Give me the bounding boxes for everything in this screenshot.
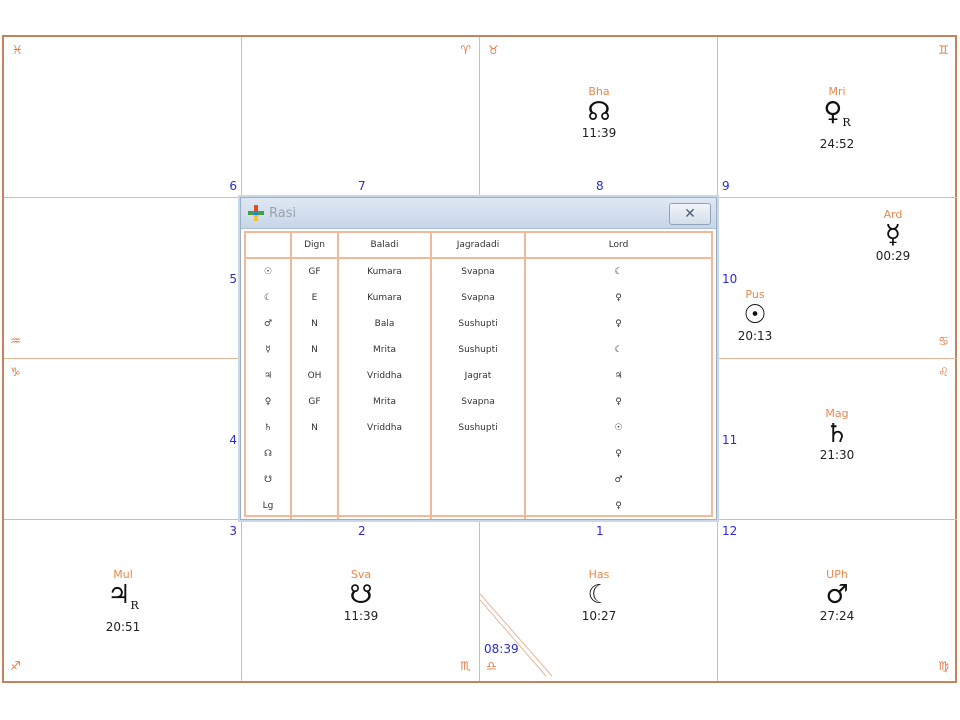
table-cell: Lg (262, 501, 274, 511)
nakshatra-label: Pus (745, 288, 765, 301)
planet-placement[interactable] (306, 568, 416, 623)
planet-glyph: $♃_R$ (107, 580, 139, 613)
table-cell: Sushupti (458, 345, 498, 355)
house-number: 7 (358, 179, 366, 193)
pisces-house (4, 37, 242, 198)
table-cell (339, 493, 430, 519)
table-cell: ♄ (263, 423, 273, 433)
table-cell: Svapna (461, 293, 495, 303)
table-cell (292, 493, 337, 519)
table-cell (292, 441, 337, 467)
column-planet (246, 258, 291, 519)
column-header[interactable]: Baladi (338, 233, 431, 258)
table-cell: ☿ (265, 345, 271, 355)
sign-glyph: ♍ (938, 659, 949, 673)
scorpio-house (242, 520, 480, 681)
planet-glyph: ☾ (587, 580, 611, 610)
table-cell: GF (308, 397, 321, 407)
planet-degree: 21:30 (819, 448, 855, 462)
table-cell: ☾ (614, 345, 623, 355)
planet-degree: 27:24 (819, 609, 855, 623)
lagna-marker-lines (480, 590, 570, 680)
house-number: 10 (722, 272, 738, 286)
table-cell: ☋ (264, 475, 272, 485)
sign-glyph: ♒ (10, 334, 21, 348)
table-cell: ☾ (614, 267, 623, 277)
table-cell: ♂ (263, 319, 273, 329)
planet-degree: 11:39 (343, 609, 379, 623)
planet-degree: 00:29 (875, 249, 911, 263)
retrograde-mark: R (842, 116, 851, 130)
table-cell: N (311, 319, 318, 329)
planet-degree: 24:52 (819, 137, 855, 152)
table-cell: ♀ (615, 501, 622, 511)
planet-placement[interactable] (782, 85, 892, 151)
nakshatra-label: UPh (826, 568, 848, 581)
table-cell: Svapna (461, 267, 495, 277)
column-header[interactable]: Lord (525, 233, 711, 258)
house-number: 2 (358, 524, 366, 538)
planet-placement[interactable] (782, 407, 892, 462)
column-lord (525, 258, 711, 519)
table-cell: Vriddha (366, 423, 402, 433)
planet-degree: 20:51 (105, 620, 141, 635)
table-cell: Bala (374, 319, 395, 329)
sign-glyph: ♉ (488, 43, 499, 57)
close-button[interactable] (669, 203, 711, 225)
table-cell (432, 493, 524, 519)
sign-glyph: ♓ (12, 43, 23, 57)
planet-glyph: ☊ (587, 97, 611, 127)
house-number: 5 (229, 272, 237, 286)
column-jagradadi (431, 258, 525, 519)
planet-glyph: ♄ (825, 419, 849, 449)
house-number: 3 (229, 524, 237, 538)
planet-degree: 10:27 (581, 609, 617, 623)
planet-placement[interactable] (782, 568, 892, 623)
sign-glyph: ♎ (486, 659, 497, 673)
table-cell: ♀ (615, 293, 622, 303)
table-cell: Mrita (372, 345, 396, 355)
rasi-dialog[interactable] (240, 197, 717, 520)
table-cell (292, 467, 337, 493)
table-cell: Sushupti (458, 319, 498, 329)
nakshatra-label: Mag (825, 407, 849, 420)
table-cell (432, 467, 524, 493)
house-number: 11 (722, 433, 738, 447)
house-number: 6 (229, 179, 237, 193)
table-cell: Mrita (372, 397, 396, 407)
close-icon: ✕ (684, 206, 696, 222)
virgo-house (718, 520, 957, 681)
leo-house (718, 359, 957, 520)
planet-degree: 11:39 (581, 126, 617, 140)
table-cell: ♃ (263, 371, 273, 381)
sign-glyph: ♋ (938, 334, 949, 348)
lagna-time: 08:39 (484, 642, 519, 656)
sagittarius-house (4, 520, 242, 681)
aries-house (242, 37, 480, 198)
aquarius-house (4, 198, 242, 359)
table-cell: ☊ (264, 449, 272, 459)
column-header[interactable]: Dign (291, 233, 338, 258)
column-dign (291, 258, 338, 519)
planet-glyph: $♀_R$ (823, 97, 851, 130)
column-baladi (338, 258, 431, 519)
house-number: 1 (596, 524, 604, 538)
table-cell: Kumara (367, 267, 402, 277)
table-cell: Jagrat (464, 371, 492, 381)
planet-glyph: ☋ (349, 580, 373, 610)
table-cell: E (311, 293, 318, 303)
column-header[interactable]: Jagradadi (431, 233, 525, 258)
sign-glyph: ♐ (10, 659, 21, 673)
table-cell: Vriddha (366, 371, 402, 381)
nakshatra-label: Sva (350, 568, 372, 581)
house-number: 9 (722, 179, 730, 193)
table-cell: Sushupti (458, 423, 498, 433)
taurus-house (480, 37, 718, 198)
sign-glyph: ♑ (10, 365, 21, 379)
planet-glyph: ☉ (743, 300, 767, 330)
table-cell: Kumara (367, 293, 402, 303)
house-number: 12 (722, 524, 738, 538)
rasi-table (244, 231, 713, 517)
nakshatra-label: Bha (588, 85, 610, 98)
table-cell: ♀ (615, 449, 622, 459)
table-cell: N (311, 345, 318, 355)
house-number: 8 (596, 179, 604, 193)
nakshatra-label: Has (588, 568, 610, 581)
sign-glyph: ♈ (460, 43, 471, 57)
planet-placement[interactable] (544, 85, 654, 140)
planet-degree: 20:13 (737, 329, 773, 343)
table-header-row (246, 233, 711, 258)
dialog-title: Rasi (269, 206, 297, 221)
nakshatra-label: Mul (113, 568, 133, 581)
table-cell: ☾ (263, 293, 273, 303)
sign-glyph: ♌ (938, 365, 949, 379)
table-cell: OH (307, 371, 322, 381)
planet-placement[interactable] (838, 208, 948, 263)
column-header[interactable] (246, 233, 291, 258)
table-cell: ♂ (614, 475, 623, 485)
libra-house (480, 520, 718, 681)
cancer-house (718, 198, 957, 359)
table-cell: Svapna (461, 397, 495, 407)
table-cell: N (311, 423, 318, 433)
house-number: 4 (229, 433, 237, 447)
table-cell: GF (308, 267, 321, 277)
planet-placement[interactable] (68, 568, 178, 634)
sign-glyph: ♊ (938, 43, 949, 57)
gemini-house (718, 37, 957, 198)
table-cell: ☉ (263, 267, 273, 277)
table-cell (339, 467, 430, 493)
dialog-titlebar[interactable] (241, 198, 716, 229)
table-cell: ♀ (615, 397, 622, 407)
retrograde-mark: R (130, 599, 139, 613)
table-body (246, 258, 711, 519)
nakshatra-label: Ard (883, 208, 903, 221)
table-cell: ♃ (614, 371, 623, 381)
table-cell: ♀ (615, 319, 622, 329)
nakshatra-label: Mri (828, 85, 846, 98)
sign-glyph: ♏ (460, 659, 471, 673)
capricorn-house (4, 359, 242, 520)
table-cell: ☉ (614, 423, 623, 433)
app-cross-icon (247, 204, 265, 222)
table-cell (432, 441, 524, 467)
table-cell (339, 441, 430, 467)
planet-glyph: ♂ (825, 580, 849, 610)
table-cell: ♀ (264, 397, 272, 407)
planet-glyph: ☿ (885, 220, 901, 250)
